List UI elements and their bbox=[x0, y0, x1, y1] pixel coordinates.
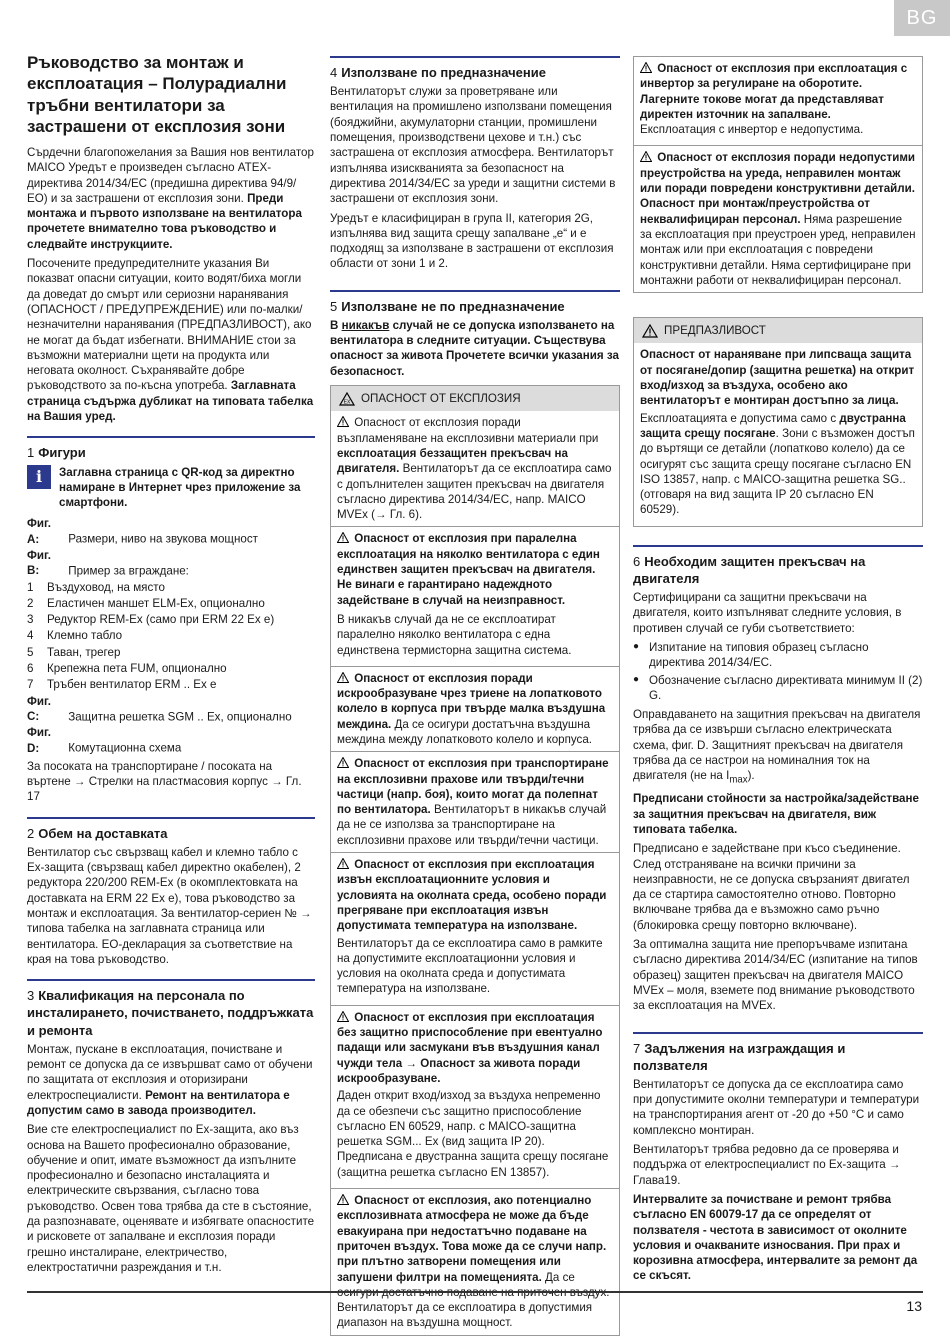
warning-icon bbox=[337, 1011, 349, 1022]
section-5-misuse bbox=[330, 290, 620, 1336]
info-note: i Заглавна страница с QR-код за директно намиране в Интернет чрез приложение за смартфони. bbox=[27, 465, 315, 511]
section-text: Оправдаването на защитния прекъсвач на двигателя трябва да се извърши съгласно електрическата схема, фиг. D. Защитният прекъсвач на двигателя трябва да се настрои на номиналния ток на двигателя (не на $I_{max}$). bbox=[633, 708, 921, 786]
section-heading: 7 Задължения на изграждащия и ползвателя bbox=[633, 1040, 846, 1073]
section-heading: 1 Фигури bbox=[27, 445, 86, 461]
column-left bbox=[27, 52, 315, 1279]
info-icon: i bbox=[27, 465, 51, 489]
warning-icon bbox=[337, 532, 349, 543]
section-heading: 4 Използване по предназначение bbox=[330, 65, 546, 80]
section-text: Вентилаторът се допуска да се експлоатира само при допустимите околни температури и температури на транспортирания агент от -20 до +50 °C и само комплексно монтиран. bbox=[633, 1077, 920, 1137]
figure-list: Фиг. А: Размери, ниво на звукова мощност Фиг. В: Пример за вграждане: 1 Въздуховод, на място 2 Еластичен маншет ELM-Ex, опционално 3 Редуктор REM-Ex (само при ERM 22 Ex e) 4 Клемно табло 5 Таван, трегер 6 Крепежна пета FUM, опционално 7 Тръбен вентилатор ERM .. Ex e Фиг. С: Защитна решетка SGM .. Ex, опционално Фиг. D: Комутационна схема bbox=[27, 516, 315, 755]
section-text: За оптимална защита ние препоръчваме изпитана съгласно директива 2014/34/ЕС (изпитание на типов образец) защитен прекъсвач на двигателя MAICO MVEx – моля, вземете под внимание ръководството за експлоатация на MVEx. bbox=[633, 938, 918, 1013]
list-item: 3 Редуктор REM-Ex (само при ERM 22 Ex e) bbox=[27, 613, 275, 627]
section-text: Вие сте електроспециалист по Ех-защита, ако въз основа на Вашето професионално образование, обучение и опит, имате възможност да изпълните професионално и безопасно инсталацията и електрическите свързвания, съгласно това ръководство. Освен това трябва да сте в състояние, да разпознавате, оценявате и избягвате опасностите и рисковете от запалване и експлозия поради грешно инсталиране, електричество, електростатични разреждания и т.н. bbox=[27, 1123, 315, 1274]
column-right bbox=[633, 56, 923, 1288]
box-header: EX ОПАСНОСТ ОТ ЕКСПЛОЗИЯ bbox=[331, 386, 619, 411]
intro-paragraph: Сърдечни благопожелания за Вашия нов вентилатор MAICO Уредът е произведен съгласно ATEX-директива 2014/34/ЕС (предишна директива 94/9/ЕО) и за застрашени от експлозия зони. Преди монтажа и първото използване на вентилатора прочетете внимателно това ръководство и следвайте инструкциите. bbox=[27, 146, 314, 251]
warning-icon bbox=[337, 858, 349, 869]
section-text: Предписано е задействане при късо съединение. След отстраняване на всички причини за неизправности, не се допуска свързаният двигател да се стартира самостоятелно отново. Повторно включване трябва да е възможно само ръчно (блокировка срещу повторно включване). bbox=[633, 842, 910, 932]
box-header: ПРЕДПАЗЛИВОСТ bbox=[634, 318, 922, 343]
warning-item: Опасност от експлозия при транспортиране на експлозивни прахове или твърди/течни частици (напр. боя), които могат да полепнат по вентилатора. Вентилаторът в никакъв случай да не се използва за транспортиране на експлозивни прахове или твърди/течни частици. bbox=[331, 752, 619, 853]
section-heading: 6 Необходим защитен прекъсвач на двигателя bbox=[633, 553, 866, 586]
warning-item: Опасност от експлозия, ако потенциално експлозивната атмосфера не може да бъде евакуирана при недостатъчно подаване на приточен въздух. Това може да се случи напр. при плътно затворени помещения или запушени филтри на помещенията. Да се осигури достатъчно подаване на приточен въздух. Вентилаторът да се експлоатира в допустимия диапазон на въздушна мощност. bbox=[337, 1194, 610, 1330]
language-tab: BG bbox=[894, 0, 950, 36]
warning-icon bbox=[337, 672, 349, 683]
warning-icon bbox=[640, 62, 652, 73]
section-1-figures bbox=[27, 436, 315, 804]
warning-icon bbox=[337, 757, 349, 768]
section-text: Вентилаторът трябва редовно да се проверява и поддържа от електроспециалист по Ех-защита → Глава19. bbox=[633, 1143, 901, 1187]
warning-item: Опасност от експлозия при експлоатация без защитно приспособление при евентуално падащи или засмукани във въздушния канал чужди тела → Опасност за живота поради искрообразуване. Даден открит вход/изход за въздуха непременно да се обезпечи със защитно приспособление съгласно EN 60529, напр. с MAICO-защитна решетка SGM... Ex (вид защита IP 20). Предписана е двустранна защита срещу посягане (защитна решетка съгласно EN 13857). bbox=[331, 1006, 619, 1189]
explosion-warning-icon bbox=[339, 392, 355, 406]
caution-item: Опасност от нараняване при липсваща защита от посягане/допир (защитна решетка) на открит вход/изход за въздуха, особено ако вентилаторът е монтиран достъпно за лица. Експлоатацията е допустима само с двустранна защита срещу посягане. Зони с възможен достъп до въртящи се детайли (лопатково колело) да се осигурят със защита срещу посягане съгласно EN ISO 13857, напр. с MAICO-защитна решетка SG.. (отговаря на вид защита IP 20 съгласно EN 60529). bbox=[640, 348, 915, 517]
section-text: Сертифицирани са защитни прекъсвачи на двигателя, които изпълняват следните условия, в противен случай се губи съответствието: bbox=[633, 591, 902, 635]
section-text: Вентилаторът служи за проветряване или вентилация на промишлено използвани помещения (бояджийни, акумулаторни станции, промишлени помещения, производствени цехове и т.н.) със застрашена от експлозия атмосфера. Вентилаторът изпълнява изискванията за безопасност на директива 2014/34/ЕС за уреди и защитни системи в застрашени от експлозия зони. bbox=[330, 85, 616, 206]
bullet-list bbox=[633, 640, 923, 703]
section-text: Интервалите за почистване и ремонт трябва съгласно EN 60079-17 да се определят от ползвателя - честота в зависимост от околните условия и очакваните износвания. При прах и корозивна атмосфера, интервалите за ремонт да се скъсят. bbox=[633, 1192, 918, 1283]
list-item: 6 Крепежна пета FUM, опционално bbox=[27, 662, 227, 676]
section-text: Уредът е класифициран в група II, категория 2G, изпълнява вид защита срещу запалване „e“ и е подходящ за използване в застрашени от експлозия области от зони 1 и 2. bbox=[330, 211, 614, 271]
list-item: 2 Еластичен маншет ELM-Ex, опционално bbox=[27, 596, 265, 610]
section-lead: В никакъв случай не се допуска използването на вентилатора в следните ситуации. Съществува опасност за живота Прочетете всички указания за безопасност. bbox=[330, 318, 619, 378]
section-7-obligations bbox=[633, 1032, 923, 1284]
warning-item: Опасност от експлозия при експлоатация извън експлоатационните условия и условията на околната среда, особено поради прегряване при експлоатация извън допустимата температура на използване. Вентилаторът да се експлоатира само в рамките на допустимите експлоатационни условия и условия на околната среда и допустимата температура на използване. bbox=[331, 853, 619, 1006]
list-item: 5 Таван, трегер bbox=[27, 645, 121, 659]
column-middle bbox=[330, 56, 620, 1336]
footer-rule bbox=[27, 1291, 923, 1293]
list-item: ● Изпитание на типовия образец съгласно директива 2014/34/ЕС. bbox=[633, 640, 923, 671]
section-text: Вентилатор със свързващ кабел и клемно табло с Ех-защита (свързващ кабел директно окабелен), 2 редуктора 220/200 REM-Ex (в окомплектовката на доставката на ERM 22 Ex e), това ръководство за монтаж и експлоатация. За вентилатор-сериен № → типова табелка на заглавната страница или вентилатора. ЕО-декларация за съответствие на края на това ръководство. bbox=[27, 845, 312, 966]
list-item: 7 Тръбен вентилатор ERM .. Ex e bbox=[27, 678, 217, 692]
list-item: 1 Въздуховод, на място bbox=[27, 580, 165, 594]
warning-item: Опасност от експлозия при паралелна експлоатация на няколко вентилатора с един единствен защитен прекъсвач на двигателя. Не винаги е гарантирано надеждното задействане в случай на неизправност. В никакъв случай да не се експлоатират паралелно няколко вентилатора с една единствена термисторна защитна система. bbox=[331, 527, 619, 666]
section-heading: 5 Използване не по предназначение bbox=[330, 298, 565, 314]
section-4-intended-use bbox=[330, 56, 620, 272]
section-3-qualification bbox=[27, 979, 315, 1275]
section-6-motor-protection bbox=[633, 545, 923, 1014]
page-title: Ръководство за монтаж и експлоатация – Полурадиални тръбни вентилатори за застрашени от експлозия зони bbox=[27, 53, 287, 136]
section-text: Предписани стойности за настройка/задействане за защитния прекъсвач на двигателя, виж типовата табелка. bbox=[633, 792, 919, 836]
section-text: Монтаж, пускане в експлоатация, почистване и ремонт се допуска да се извършват само от обучени по защитата от експлозия и оторизирани електроспециалисти. Ремонт на вентилатора е допустим само в завода производител. bbox=[27, 1042, 313, 1117]
explosion-danger-box bbox=[330, 385, 620, 1336]
warning-icon bbox=[640, 151, 652, 162]
intro-warning-paragraph: Посочените предупредителните указания Ви показват опасни ситуации, които водят/биха могли да доведат до смърт или сериозни наранявания (ОПАСНОСТ / ПРЕДУПРЕЖДЕНИЕ) или по-малки/незначителни наранявания (ПРЕДПАЗЛИВОСТ), ако не могат да бъдат избегнати. ВНИМАНИЕ стои за възможни материални щети на продукта или неговата околност. Съхранявайте добре ръководството за по-късна употреба. Заглавната страница съдържа дубликат на типовата табелка на Вашия уред. bbox=[27, 257, 314, 424]
svg-text:EX: EX bbox=[343, 399, 351, 406]
caution-box bbox=[633, 317, 923, 527]
section-2-delivery bbox=[27, 817, 315, 968]
section-heading: 2 Обем на доставката bbox=[27, 825, 168, 841]
warning-item: Опасност от експлозия поради недопустими преустройства на уреда, неправилен монтаж или поради повредени конструктивни детайли. Опасност при монтаж/преустройства от неквалифициран персонал. Няма разрешение за експлоатация при преустроен уред, неправилен монтаж или при експлоатация с повредени конструктивни детайли. Няма сертифициране при монтажни работи от неквалифициран персонал. bbox=[640, 151, 916, 287]
caution-icon bbox=[642, 324, 658, 338]
explosion-danger-box-continued bbox=[633, 56, 923, 293]
list-item: ● Обозначение съгласно директивата минимум II (2) G. bbox=[633, 673, 923, 704]
warning-item: Опасност от експлозия поради искрообразуване чрез триене на лопатковото колело в корпуса при твърде малка въздушна междина. Да се осигури достатъчна въздушна междина между лопатковото колело и корпуса. bbox=[331, 667, 619, 752]
direction-note: За посоката на транспортиране / посоката на въртене → Стрелки на пластмасовия корпус → Гл. 17 bbox=[27, 759, 302, 804]
page-number: 13 bbox=[906, 1298, 922, 1314]
warning-icon bbox=[337, 416, 349, 427]
section-heading: 3 Квалификация на персонала по инсталирането, почистването, поддръжката и ремонта bbox=[27, 988, 314, 1038]
list-item: 4 Клемно табло bbox=[27, 629, 123, 643]
warning-item: Опасност от експлозия поради възпламеняване на експлозивни материали при експлоатация беззащитен прекъсвач на двигателя. Вентилаторът да се експлоатира само с допълнителен защитен прекъсвач на двигателя съгласно директива 2014/34/ЕС, напр. MAICO MVEx (→ Гл. 6). bbox=[331, 411, 619, 527]
warning-item: Опасност от експлозия при експлоатация с инвертор за регулиране на оборотите. Лагерните токове могат да представляват директен източник на запалване. Експлоатация с инвертор е недопустима. bbox=[634, 57, 922, 146]
warning-icon bbox=[337, 1194, 349, 1205]
